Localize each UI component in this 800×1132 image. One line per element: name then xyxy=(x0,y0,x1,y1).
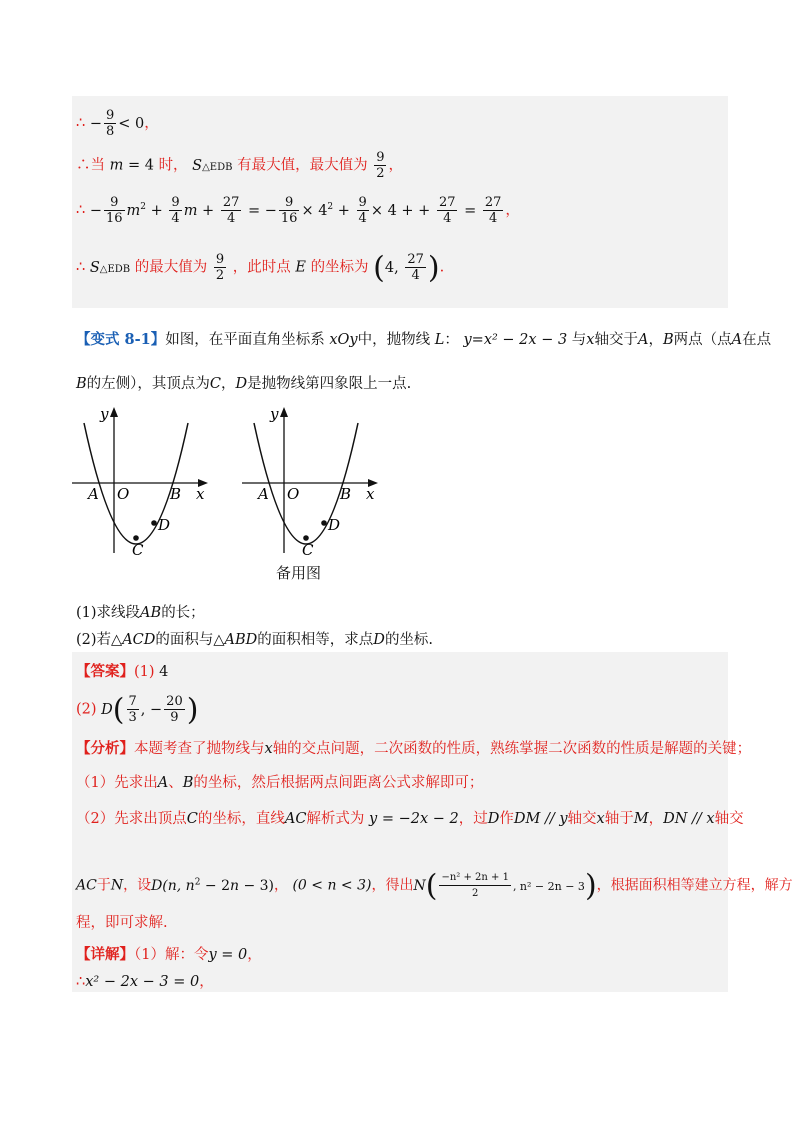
problem-line-1: 【变式 8-1】如图，在平面直角坐标系 xOy中，抛物线 L： y=x² − 2x − 3 与x轴交于A，B两点（点A在点 xyxy=(76,331,772,348)
answer-line-1: 【答案】(1) 4 xyxy=(76,663,169,680)
fig2-label-C: C xyxy=(302,541,314,557)
parabola-equation: y=x² − 2x − 3 xyxy=(463,332,568,348)
analysis-tag: 【分析】 xyxy=(76,740,134,757)
question-2: (2)若△ACD的面积与△ABD的面积相等，求点D的坐标. xyxy=(76,632,434,648)
answer-tag: 【答案】 xyxy=(76,663,134,680)
fig2-label-y: y xyxy=(270,405,279,423)
fig1-label-x: x xyxy=(196,485,205,503)
point-n-param: N( $\frac{\text{−n² + 2n + 1}}{2}$ , n² − 2n − 3) xyxy=(413,868,597,903)
solution-line-4: ∴ S△EDB 的最大值为 $\frac{9}{2}$ ，此时点 E 的坐标为 (4, $\frac{27}{4}$ ). xyxy=(76,250,445,285)
m-equals-4: m = 4 xyxy=(109,157,154,174)
point-e-coordinate: (4, $\frac{27}{4}$ ) xyxy=(373,250,440,285)
fig2-label-x: x xyxy=(366,485,375,503)
fig1-label-A: A xyxy=(88,485,99,503)
fig1-label-C: C xyxy=(132,541,144,557)
area-symbol: S△EDB xyxy=(192,157,233,174)
neg-nine-eighths: − $\frac{9}{8}$ < 0 xyxy=(89,108,145,139)
point-d-param: D(n, $n^2 - 2n - 3$) xyxy=(151,876,275,894)
solution-line-3: ∴ − $\frac{9}{16}$ $m^2$ + $\frac{9}{4}$ m + $\frac{27}{4}$ = − $\frac{9}{16}$ × $4^2$ + $\frac{9}{4}$ × 4 + + $\frac{27}{4}$ = $\frac{27}{4}$ ， xyxy=(76,195,520,226)
detail-tag: 【详解】 xyxy=(76,946,134,963)
fig1-label-O: O xyxy=(117,485,130,503)
detail-line-1: 【详解】（1）解：令y = 0， xyxy=(76,946,262,963)
solution-line-2: ∴当 m = 4 时， S△EDB 有最大值，最大值为 $\frac{9}{2}$ ， xyxy=(76,150,403,181)
question-1: (1)求线段AB的长； xyxy=(76,605,205,621)
parabola-figure-main xyxy=(70,405,220,557)
figure-caption: 备用图 xyxy=(276,564,322,582)
analysis-line-1: 【分析】本题考查了抛物线与x轴的交点问题，二次函数的性质，熟练掌握二次函数的性质是解题的关键； xyxy=(76,740,752,757)
fig2-label-O: O xyxy=(287,485,300,503)
parabola-figure-spare xyxy=(240,405,390,557)
max-value-fraction: $\frac{9}{2}$ xyxy=(376,150,385,181)
fig1-label-B: B xyxy=(170,485,182,503)
analysis-line-4: AC于N，设D(n, $n^2 - 2n - 3$)， (0 < n < 3)，得出N( $\frac{\text{−n² + 2n + 1}}{2}$ , n² − 2n − 3)，根据面积相等建立方程，解方 xyxy=(76,868,793,903)
solution-line-1: ∴ − $\frac{9}{8}$ < 0， xyxy=(76,108,159,139)
fig2-label-A: A xyxy=(258,485,269,503)
problem-line-2: B的左侧），其顶点为C，D是抛物线第四象限上一点. xyxy=(76,376,412,392)
fig2-label-D: D xyxy=(328,516,341,534)
fig1-label-y: y xyxy=(100,405,109,423)
analysis-line-5: 程，即可求解. xyxy=(76,915,168,931)
answer-line-2: (2) D( $\frac{7}{3}$ , − $\frac{20}{9}$ ) xyxy=(76,692,199,727)
fig2-label-B: B xyxy=(340,485,352,503)
analysis-line-2: （1）先求出A、B的坐标，然后根据两点间距离公式求解即可； xyxy=(76,775,484,791)
detail-line-2: ∴x² − 2x − 3 = 0， xyxy=(76,974,214,990)
answer-point-d: D( $\frac{7}{3}$ , − $\frac{20}{9}$ ) xyxy=(101,692,199,727)
problem-tag: 【变式 8-1】 xyxy=(76,331,166,348)
fig1-label-D: D xyxy=(158,516,171,534)
max-computation: − $\frac{9}{16}$ $m^2$ + $\frac{9}{4}$ m + $\frac{27}{4}$ = − $\frac{9}{16}$ × $4^2$ + $\frac{9}{4}$ × 4 + + $\frac{27}{4}$ = $\frac{27}{4}$ xyxy=(89,195,502,226)
analysis-line-3: （2）先求出顶点C的坐标，直线AC解析式为 y = −2x − 2，过D作DM // y轴交x轴于M，DN // x轴交 xyxy=(76,811,744,827)
